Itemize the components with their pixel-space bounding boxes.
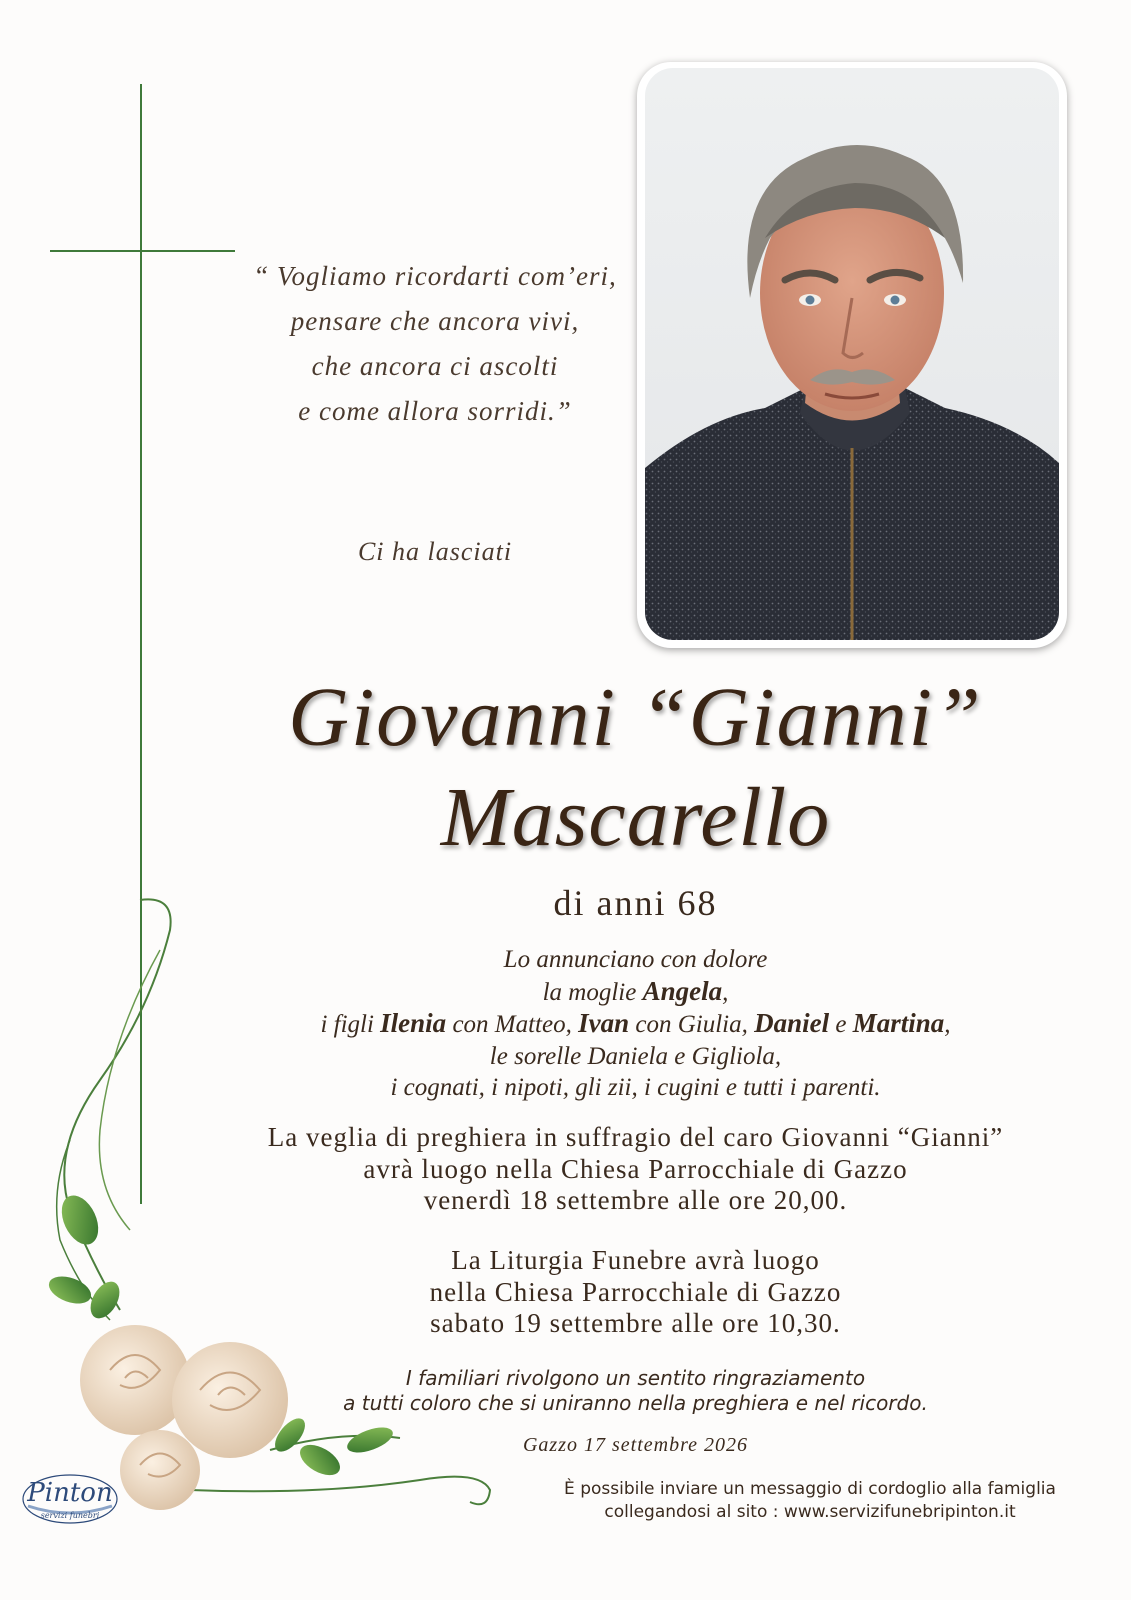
deceased-name-last: Mascarello bbox=[440, 771, 831, 864]
child-name: Ivan bbox=[578, 1008, 630, 1038]
logo-name: Pinton bbox=[27, 1478, 113, 1508]
wife-name: Angela bbox=[642, 975, 723, 1006]
text-fragment: e bbox=[829, 1011, 853, 1038]
announcement-line: le sorelle Daniela e Gigliola, bbox=[489, 1042, 782, 1070]
child-name: Daniel bbox=[754, 1008, 830, 1038]
quote-line: che ancora ci ascolti bbox=[311, 351, 559, 381]
quote-line: “ Vogliamo ricordarti com’eri, bbox=[253, 261, 617, 291]
thanks-line: I familiari rivolgono un sentito ringraziamento bbox=[405, 1366, 866, 1390]
text-fragment: i figli bbox=[320, 1011, 381, 1038]
portrait-photo bbox=[645, 68, 1059, 640]
liturgy-line: La Liturgia Funebre avrà luogo bbox=[451, 1245, 820, 1275]
text-fragment: con Giulia, bbox=[629, 1011, 755, 1038]
rose-flourish-decoration bbox=[40, 890, 520, 1530]
vigil-line: La veglia di preghiera in suffragio del caro Giovanni “Gianni” bbox=[267, 1122, 1004, 1152]
portrait-illustration bbox=[645, 68, 1059, 640]
thanks-line: a tutti coloro che si uniranno nella preghiera e nel ricordo. bbox=[343, 1391, 928, 1415]
quote-line: e come allora sorridi.” bbox=[298, 396, 572, 426]
liturgy-line: sabato 19 settembre alle ore 10,30. bbox=[430, 1308, 841, 1338]
announcement-line: Lo annunciano con dolore bbox=[503, 946, 768, 973]
condolence-line: È possibile inviare un messaggio di cordoglio alla famiglia bbox=[564, 1479, 1056, 1499]
deceased-age: di anni 68 bbox=[553, 883, 718, 923]
vigil-line: venerdì 18 settembre alle ore 20,00. bbox=[423, 1185, 848, 1215]
vigil-line: avrà luogo nella Chiesa Parrocchiale di Gazzo bbox=[363, 1153, 908, 1184]
liturgy-line: nella Chiesa Parrocchiale di Gazzo bbox=[429, 1276, 842, 1307]
intro-text: Ci ha lasciati bbox=[357, 537, 513, 566]
text-fragment: , bbox=[944, 1011, 951, 1038]
place-date: Gazzo 17 settembre 2026 bbox=[522, 1434, 749, 1456]
condolence-line: collegandosi al sito : www.servizifunebripinton.it bbox=[604, 1502, 1016, 1522]
child-name: Martina bbox=[852, 1008, 945, 1038]
quote-line: pensare che ancora vivi, bbox=[290, 306, 580, 336]
text-fragment: , bbox=[722, 978, 729, 1006]
child-name: Ilenia bbox=[380, 1008, 447, 1038]
memorial-quote bbox=[250, 254, 620, 434]
logo-subtitle: servizi funebri bbox=[40, 1511, 100, 1520]
deceased-name-first: Giovanni “Gianni” bbox=[288, 671, 983, 764]
text-fragment: la moglie bbox=[542, 978, 643, 1006]
announcement-line: i cognati, i nipoti, gli zii, i cugini e tutti i parenti. bbox=[390, 1074, 881, 1101]
condolence-note bbox=[490, 1478, 1130, 1524]
text-fragment: con Matteo, bbox=[446, 1011, 579, 1038]
cross-horizontal bbox=[50, 250, 235, 252]
